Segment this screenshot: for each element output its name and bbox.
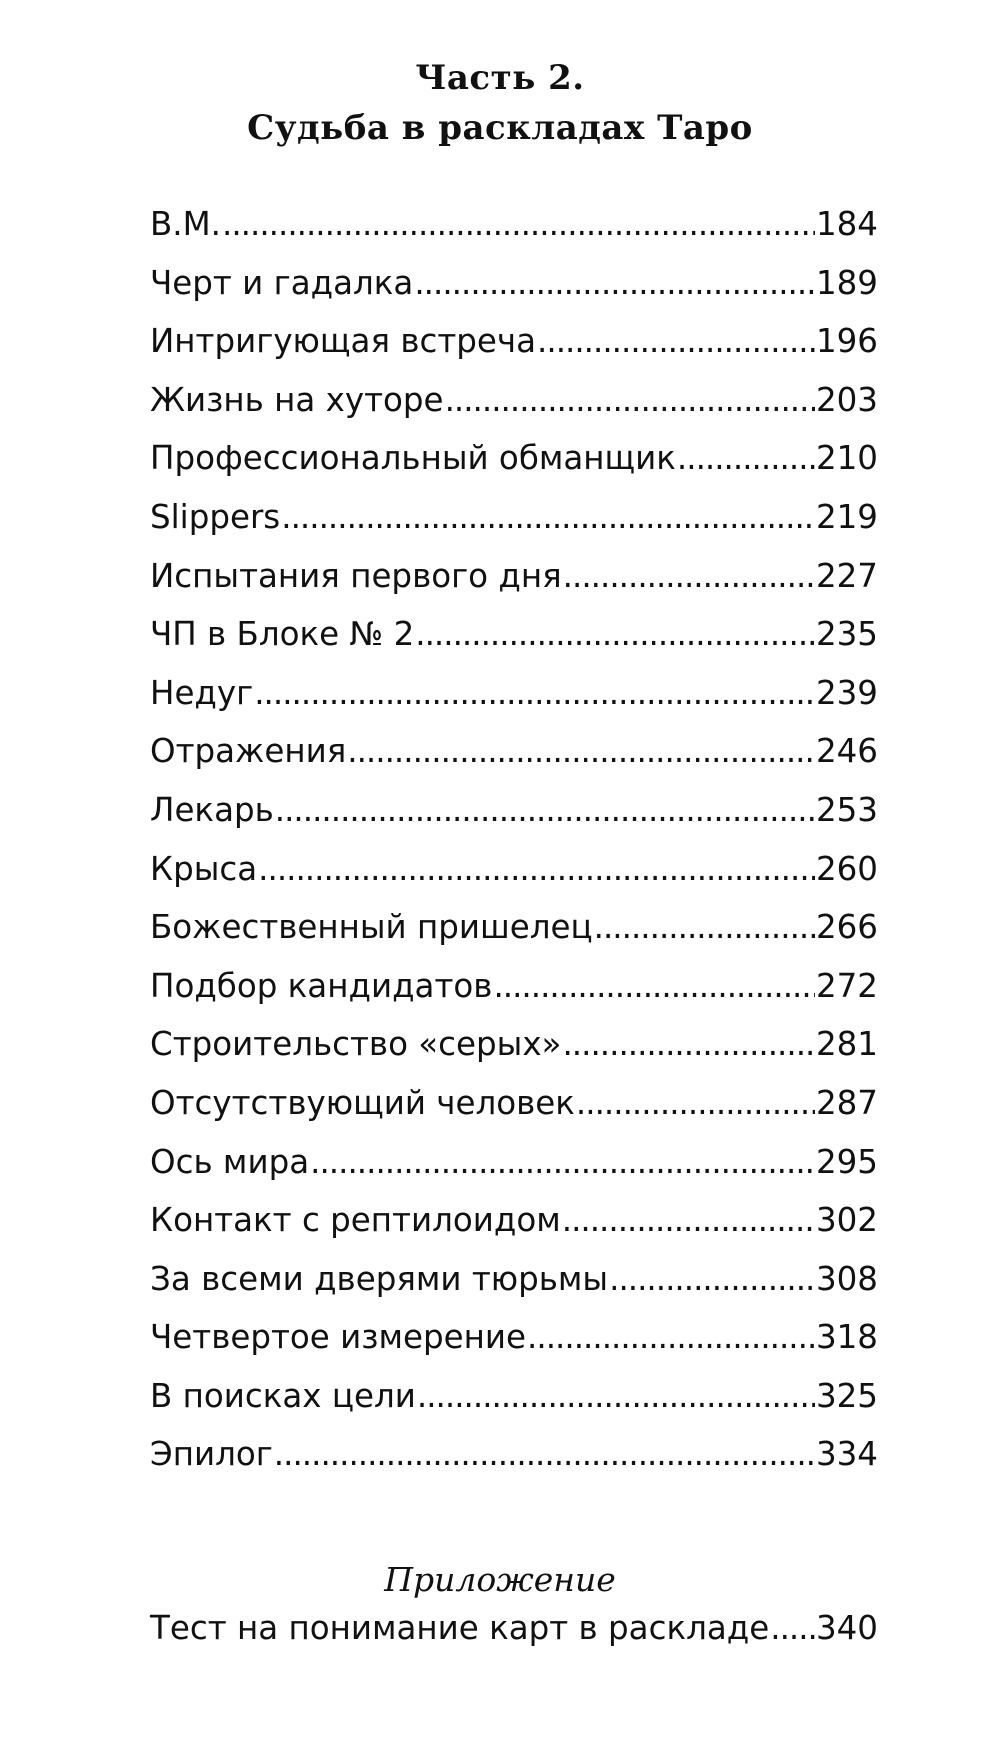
dot-leader [770, 1606, 815, 1650]
dot-leader [563, 554, 815, 598]
toc-entry-page-number: 210 [815, 439, 878, 478]
toc-entry [150, 554, 878, 613]
toc-entry [150, 788, 878, 847]
dot-leader [562, 1022, 815, 1066]
toc-entry-page-number: 235 [815, 615, 878, 654]
toc-entry-title: Slippers [150, 497, 281, 536]
part-title-heading: Судьба в раскладах Таро [247, 108, 753, 148]
toc-entry-page-number: 219 [815, 497, 878, 536]
table-of-contents [150, 202, 878, 1491]
toc-entry [150, 612, 878, 671]
toc-entry-page-number: 189 [815, 263, 878, 302]
toc-entry [150, 729, 878, 788]
dot-leader [222, 202, 815, 246]
dot-leader [493, 964, 815, 1008]
toc-entry [150, 1198, 878, 1257]
dot-leader [537, 319, 815, 363]
toc-entry [150, 378, 878, 437]
dot-leader [594, 905, 815, 949]
dot-leader [275, 788, 815, 832]
toc-entry-title: Контакт с рептилоидом [150, 1201, 561, 1240]
toc-entry [150, 261, 878, 320]
toc-entry-title: В поисках цели [150, 1376, 416, 1415]
toc-entry-title: За всеми дверями тюрьмы [150, 1259, 609, 1298]
dot-leader [258, 847, 815, 891]
toc-entry-title: Строительство «серых» [150, 1025, 562, 1064]
dot-leader [417, 1374, 815, 1418]
toc-entry-title: Божественный пришелец [150, 908, 593, 947]
toc-entry-page-number: 203 [815, 380, 878, 419]
toc-entry-page-number: 253 [815, 790, 878, 829]
toc-entry-title: Подбор кандидатов [150, 966, 493, 1005]
dot-leader [677, 436, 815, 480]
toc-entry-page-number: 196 [815, 322, 878, 361]
toc-entry [150, 1140, 878, 1199]
toc-entry-title: Эпилог [150, 1435, 273, 1474]
toc-entry [150, 1432, 878, 1491]
toc-entry-title: Лекарь [150, 790, 274, 829]
appendix-list [150, 1606, 878, 1665]
toc-entry [150, 1081, 878, 1140]
toc-entry [150, 319, 878, 378]
toc-entry-page-number: 246 [815, 732, 878, 771]
toc-entry-page-number: 287 [815, 1083, 878, 1122]
toc-entry-page-number: 260 [815, 849, 878, 888]
toc-entry [150, 1315, 878, 1374]
toc-entry-title: Интригующая встреча [150, 322, 537, 361]
toc-entry-title: ЧП в Блоке № 2 [150, 615, 415, 654]
dot-leader [281, 495, 815, 539]
toc-entry [150, 495, 878, 554]
dot-leader [415, 612, 815, 656]
toc-entry [150, 202, 878, 261]
toc-entry-title: В.М. [150, 205, 221, 243]
toc-entry [150, 847, 878, 906]
toc-entry [150, 905, 878, 964]
dot-leader [527, 1315, 815, 1359]
toc-entry-title: Жизнь на хуторе [150, 380, 444, 419]
toc-entry [150, 436, 878, 495]
toc-entry-page-number: 325 [815, 1376, 878, 1415]
toc-entry-page-number: 302 [815, 1201, 878, 1240]
dot-leader [414, 261, 815, 305]
toc-entry-page-number: 295 [815, 1142, 878, 1181]
dot-leader [310, 1140, 815, 1184]
dot-leader [609, 1257, 815, 1301]
toc-entry [150, 671, 878, 730]
toc-entry-title: Ось мира [150, 1142, 310, 1181]
toc-entry [150, 1257, 878, 1316]
toc-entry-page-number: 281 [815, 1025, 878, 1064]
toc-entry-page-number: 318 [815, 1318, 878, 1357]
toc-entry-title: Черт и гадалка [150, 263, 414, 302]
dot-leader [347, 729, 815, 773]
toc-entry-page-number: 184 [815, 205, 878, 243]
dot-leader [254, 671, 815, 715]
toc-entry-page-number: 266 [815, 908, 878, 947]
toc-entry-title: Тест на понимание карт в раскладе [150, 1609, 770, 1647]
toc-entry-page-number: 308 [815, 1259, 878, 1298]
toc-entry-title: Крыса [150, 849, 258, 888]
toc-entry-title: Отсутствующий человек [150, 1083, 575, 1122]
dot-leader [274, 1432, 815, 1476]
toc-entry [150, 964, 878, 1023]
appendix-heading: Приложение [384, 1560, 616, 1599]
part-number-heading: Часть 2. [415, 58, 585, 98]
toc-entry [150, 1374, 878, 1433]
toc-entry-title: Профессиональный обманщик [150, 439, 676, 478]
toc-entry [150, 1606, 878, 1665]
dot-leader [576, 1081, 815, 1125]
dot-leader [562, 1198, 815, 1242]
toc-entry-page-number: 334 [815, 1435, 878, 1474]
toc-entry-page-number: 340 [815, 1609, 878, 1647]
toc-entry [150, 1022, 878, 1081]
toc-entry-page-number: 272 [815, 966, 878, 1005]
toc-entry-title: Отражения [150, 732, 347, 771]
toc-entry-title: Испытания первого дня [150, 556, 562, 595]
toc-entry-title: Четвертое измерение [150, 1318, 527, 1357]
dot-leader [445, 378, 815, 422]
toc-entry-page-number: 239 [815, 673, 878, 712]
toc-entry-title: Недуг [150, 673, 254, 712]
toc-entry-page-number: 227 [815, 556, 878, 595]
